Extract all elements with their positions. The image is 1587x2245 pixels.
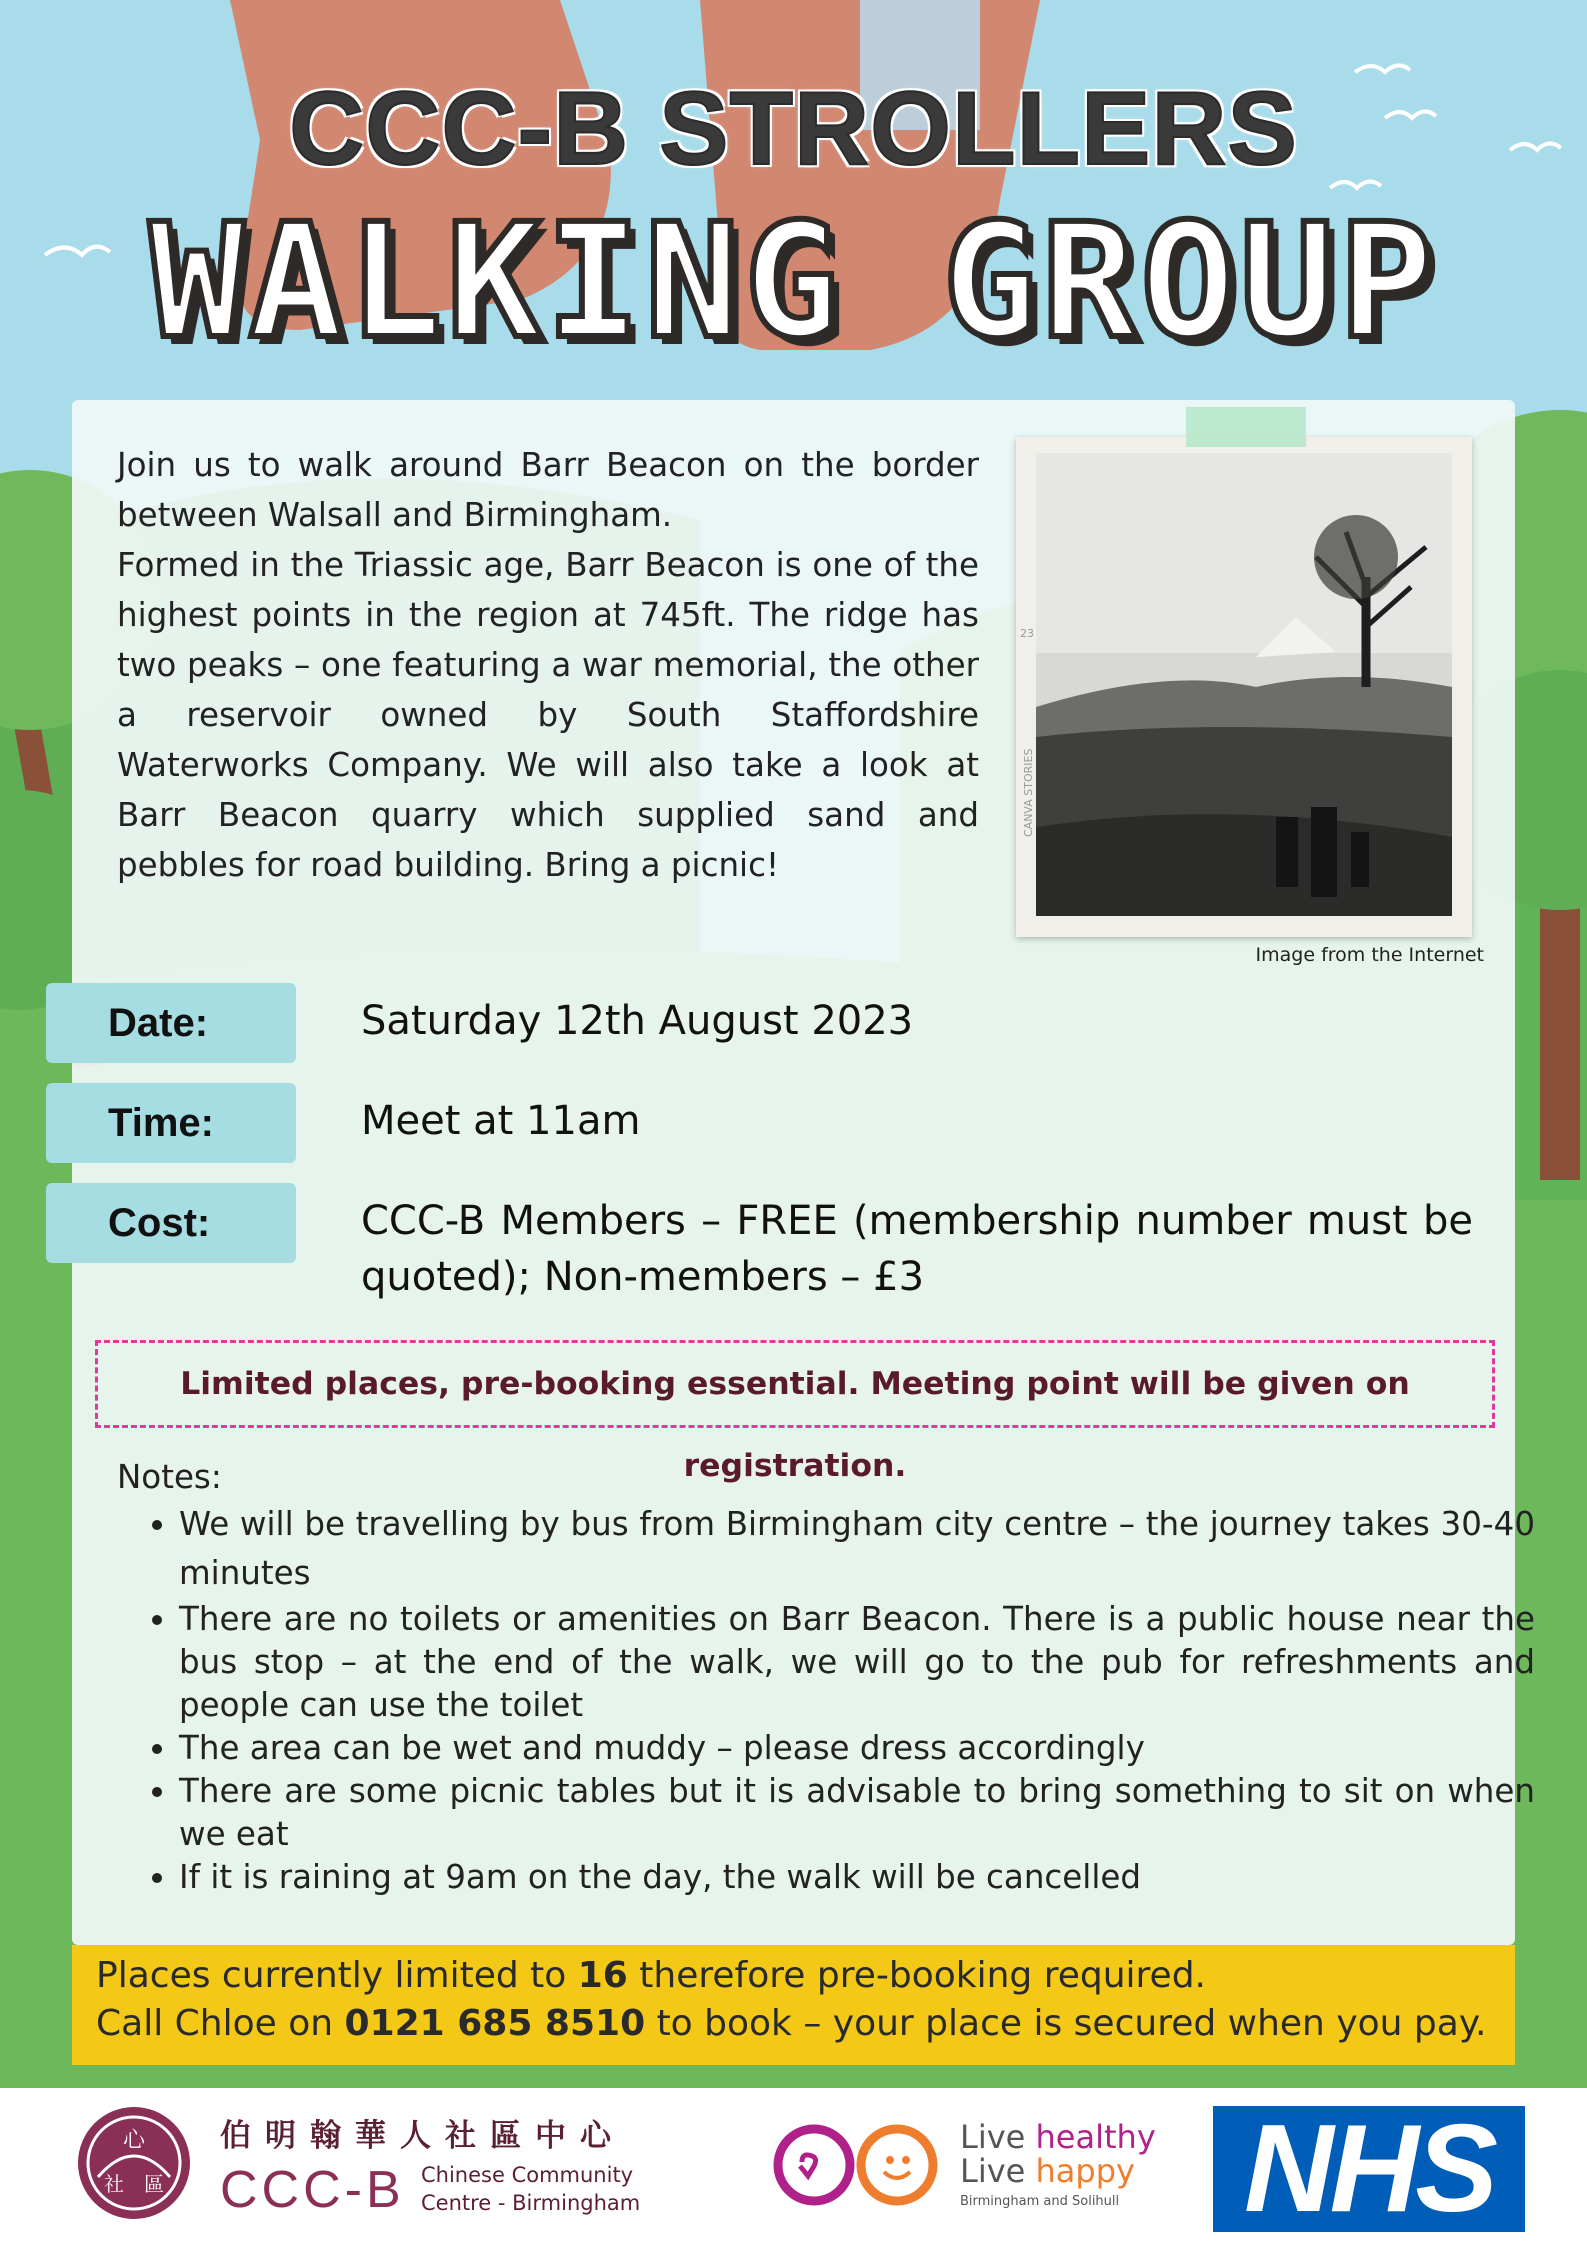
logo-char-heart: 心 [122,2128,146,2153]
cccb-logo-icon [76,2105,192,2221]
cccb-subtitle-1: Chinese Community [421,2163,634,2187]
photo-image [1016,437,1472,937]
live-healthy-text [960,2118,1156,2156]
photo-caption: Image from the Internet [1255,944,1484,966]
booking-line-1-post: therefore pre-booking required. [627,1955,1206,1996]
logo-char-community: 社 [104,2172,124,2196]
nhs-logo: NHS [1213,2106,1525,2232]
booking-line-1 [96,1955,1206,1996]
logo-char-district: 區 [144,2172,164,2196]
photo-frame-number: 23 [1020,627,1034,640]
photo-tape [1186,407,1306,447]
title-strollers: CCC-B STROLLERS [289,71,1298,187]
live-happy-text [960,2152,1135,2190]
note-item: • We will be travelling by bus from Birmingham city centre – the journey takes 30-40 minutes [179,1500,1535,1598]
cost-label: Cost: [46,1183,296,1263]
date-label: Date: [46,983,296,1063]
photo-watermark: CANVA STORIES [1022,748,1035,837]
booking-line-2 [96,2003,1486,2044]
cost-value: CCC-B Members – FREE (membership number must be quoted); Non-members – £3 [361,1198,1473,1300]
note-item: • There are some picnic tables but it is advisable to bring something to sit on when we eat [179,1770,1535,1856]
title-walking-group: WALKING GROUP [149,190,1438,374]
live-healthy-logo-icon [772,2120,952,2210]
date-value: Saturday 12th August 2023 [361,998,914,1044]
note-item: • If it is raining at 9am on the day, the walk will be cancelled [179,1856,1535,1899]
cccb-name: CCC-B [220,2161,405,2219]
live-healthy-area: Birmingham and Solihull [960,2194,1120,2209]
live-healthy-prefix: Live [960,2118,1036,2156]
intro-paragraph-2: Formed in the Triassic age, Barr Beacon is one of the highest points in the region at 745ft. The ridge has two peaks – one featuring a war memorial, the other a reservoir owned by South Staffordshire Waterworks Company. We will also take a look at Barr Beacon quarry which supplied sand and pebbles for road building. Bring a picnic! [117,546,979,884]
time-value: Meet at 11am [361,1098,641,1144]
places-count: 16 [577,1955,628,1996]
time-label: Time: [46,1083,296,1163]
live-healthy-word: healthy [1035,2118,1156,2156]
live-happy-word: happy [1035,2152,1135,2190]
note-item: • There are no toilets or amenities on Barr Beacon. There is a public house near the bus stop – at the end of the walk, we will go to the pub for refreshments and people can use the toilet [179,1598,1535,1727]
phone-number[interactable]: 0121 685 8510 [344,2003,646,2044]
live-happy-prefix: Live [960,2152,1036,2190]
booking-notice: Limited places, pre-booking essential. Meeting point will be given on registration. [95,1340,1495,1428]
note-item: • The area can be wet and muddy – please dress accordingly [179,1727,1535,1770]
intro-text [117,440,979,890]
cccb-subtitle-2: Centre - Birmingham [421,2191,641,2215]
cccb-chinese-name: 伯明翰華人社區中心 [220,2118,625,2154]
booking-line-2-post: to book – your place is secured when you pay. [645,2003,1487,2044]
intro-paragraph-1: Join us to walk around Barr Beacon on the border between Walsall and Birmingham. [117,446,979,534]
barr-beacon-photo [1016,437,1472,937]
booking-line-1-pre: Places currently limited to [96,1955,578,1996]
notes-heading: Notes: [117,1458,222,1496]
notes-list [117,1500,1535,1899]
booking-line-2-pre: Call Chloe on [96,2003,345,2044]
